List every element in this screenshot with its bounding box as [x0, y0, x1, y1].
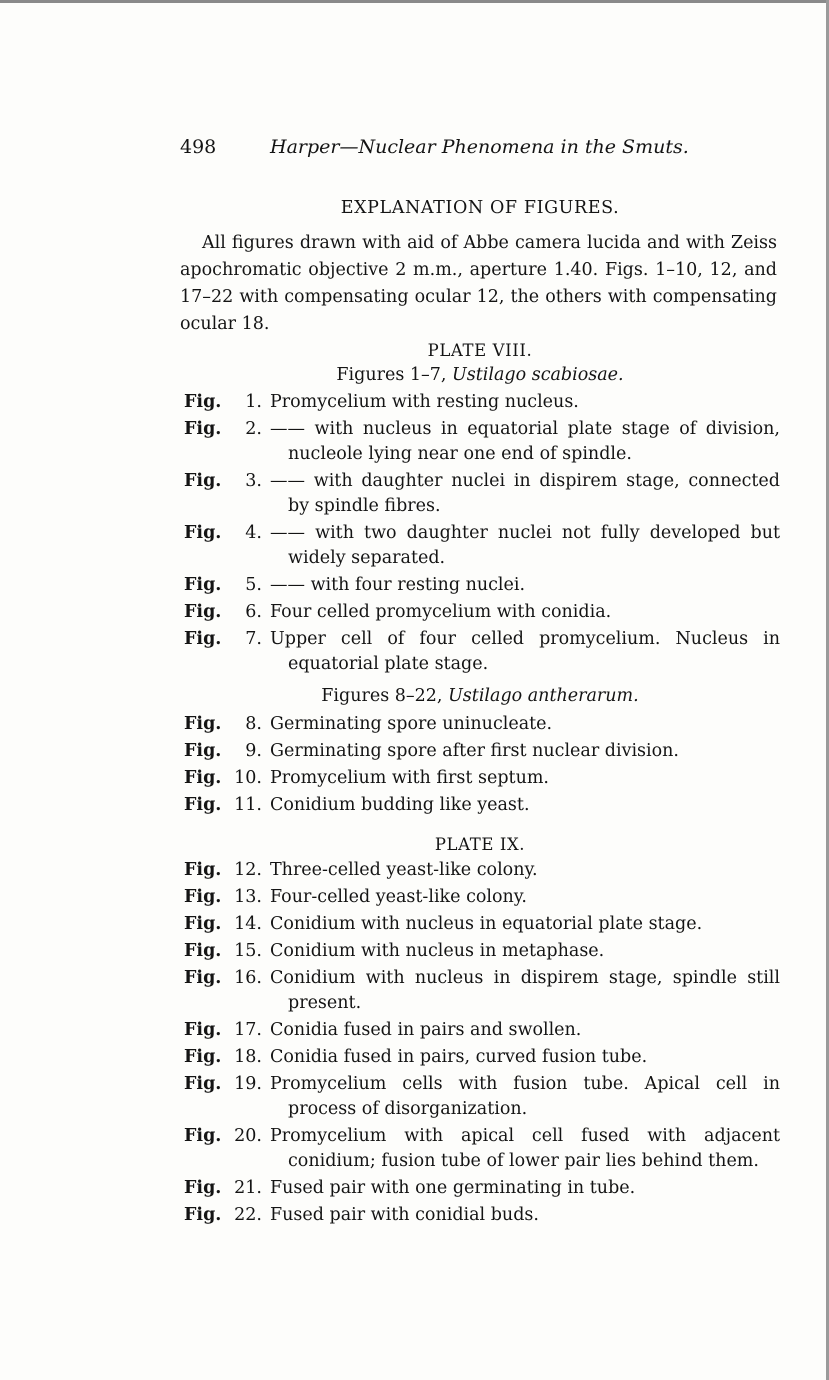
fig-number: 6.: [245, 602, 262, 622]
fig-label: Fig.: [184, 768, 222, 788]
plate-ix-title: PLATE IX.: [434, 835, 526, 854]
list-item: [180, 858, 780, 883]
fig-caption: Conidia fused in pairs and swollen.: [270, 1020, 582, 1040]
running-title: Harper—Nuclear Phenomena in the Smuts.: [270, 136, 689, 158]
fig-caption: Promycelium with apical cell fused with adjacent conidium; fusion tube of lower pair lies behind them.: [270, 1126, 780, 1171]
fig-number: 20.: [234, 1126, 262, 1146]
fig-label: Fig.: [184, 741, 222, 761]
section-title: EXPLANATION OF FIGURES.: [340, 198, 620, 218]
fig-caption: Three-celled yeast-like colony.: [270, 860, 538, 880]
fig-number: 16.: [234, 968, 262, 988]
list-item: [180, 1018, 780, 1043]
page-number: 498: [180, 136, 217, 158]
fig-label: Fig.: [184, 1126, 222, 1146]
fig-number: 2.: [245, 419, 262, 439]
fig-label: Fig.: [184, 941, 222, 961]
fig-number: 1.: [245, 392, 262, 412]
fig-label: Fig.: [184, 419, 222, 439]
fig-caption: Conidium with nucleus in metaphase.: [270, 941, 605, 961]
fig-caption: —— with two daughter nuclei not fully developed but widely separated.: [270, 523, 780, 568]
fig-label: Fig.: [184, 1178, 222, 1198]
fig-caption: Fused pair with conidial buds.: [270, 1205, 539, 1225]
group-2-species: Ustilago antherarum.: [448, 686, 639, 706]
fig-caption: Conidia fused in pairs, curved fusion tube.: [270, 1047, 648, 1067]
fig-label: Fig.: [184, 1020, 222, 1040]
top-edge-rule: [0, 0, 829, 3]
list-item: [180, 627, 780, 677]
list-item: [180, 390, 780, 415]
fig-number: 18.: [234, 1047, 262, 1067]
list-item: [180, 1072, 780, 1122]
fig-number: 17.: [234, 1020, 262, 1040]
fig-label: Fig.: [184, 471, 222, 491]
list-item: [180, 1124, 780, 1174]
fig-number: 9.: [245, 741, 262, 761]
fig-number: 14.: [234, 914, 262, 934]
fig-caption: —— with daughter nuclei in dispirem stage, connected by spindle fibres.: [270, 471, 780, 516]
list-item: [180, 417, 780, 467]
fig-number: 3.: [245, 471, 262, 491]
fig-label: Fig.: [184, 860, 222, 880]
fig-caption: Four celled promycelium with conidia.: [270, 602, 612, 622]
list-item: [180, 793, 780, 818]
fig-number: 5.: [245, 575, 262, 595]
list-item: [180, 766, 780, 791]
fig-label: Fig.: [184, 795, 222, 815]
fig-number: 19.: [234, 1074, 262, 1094]
fig-label: Fig.: [184, 887, 222, 907]
list-item: [180, 912, 780, 937]
list-item: [180, 469, 780, 519]
fig-label: Fig.: [184, 629, 222, 649]
fig-caption: Fused pair with one germinating in tube.: [270, 1178, 636, 1198]
fig-number: 21.: [234, 1178, 262, 1198]
list-item: [180, 1176, 780, 1201]
list-item: [180, 885, 780, 910]
fig-caption: Promycelium with resting nucleus.: [270, 392, 579, 412]
fig-number: 4.: [245, 523, 262, 543]
fig-caption: Upper cell of four celled promycelium. Nucleus in equatorial plate stage.: [270, 629, 780, 674]
fig-number: 12.: [234, 860, 262, 880]
figure-list-b: [180, 712, 780, 820]
fig-caption: —— with four resting nuclei.: [270, 575, 526, 595]
group-2-label: Figures 8–22,: [321, 686, 443, 706]
fig-caption: Promycelium with first septum.: [270, 768, 549, 788]
fig-caption: Conidium budding like yeast.: [270, 795, 530, 815]
fig-caption: Conidium with nucleus in dispirem stage, spindle still present.: [270, 968, 780, 1013]
list-item: [180, 1045, 780, 1070]
fig-label: Fig.: [184, 523, 222, 543]
fig-label: Fig.: [184, 1074, 222, 1094]
group-2-subtitle: [180, 686, 780, 706]
list-item: [180, 739, 780, 764]
plate-viii-title: PLATE VIII.: [427, 341, 533, 360]
fig-label: Fig.: [184, 914, 222, 934]
fig-number: 15.: [234, 941, 262, 961]
fig-label: Fig.: [184, 714, 222, 734]
fig-number: 11.: [234, 795, 262, 815]
fig-label: Fig.: [184, 1047, 222, 1067]
fig-label: Fig.: [184, 968, 222, 988]
fig-caption: —— with nucleus in equatorial plate stage of division, nucleole lying near one end of spindle.: [270, 419, 780, 464]
fig-caption: Conidium with nucleus in equatorial plate stage.: [270, 914, 703, 934]
list-item: [180, 712, 780, 737]
fig-label: Fig.: [184, 602, 222, 622]
intro-paragraph: All figures drawn with aid of Abbe camera lucida and with Zeiss apochromatic objective 2 m.m., aperture 1.40. Figs. 1–10, 12, and 17–22 with compensating ocular 12, the others with compensating ocular 18.: [180, 233, 777, 334]
list-item: [180, 1203, 780, 1228]
fig-caption: Germinating spore after first nuclear division.: [270, 741, 679, 761]
list-item: [180, 573, 780, 598]
fig-number: 22.: [234, 1205, 262, 1225]
group-1-subtitle: [180, 365, 780, 385]
group-1-label: Figures 1–7,: [336, 365, 447, 385]
group-1-species: Ustilago scabiosae.: [452, 365, 624, 385]
fig-number: 8.: [245, 714, 262, 734]
fig-caption: Promycelium cells with fusion tube. Apical cell in process of disorganization.: [270, 1074, 780, 1119]
running-head: [180, 136, 689, 160]
fig-number: 13.: [234, 887, 262, 907]
figure-list-a: [180, 390, 780, 679]
list-item: [180, 966, 780, 1016]
fig-caption: Germinating spore uninucleate.: [270, 714, 553, 734]
fig-number: 7.: [245, 629, 262, 649]
figure-list-c: [180, 858, 780, 1230]
fig-label: Fig.: [184, 1205, 222, 1225]
fig-label: Fig.: [184, 575, 222, 595]
fig-caption: Four-celled yeast-like colony.: [270, 887, 527, 907]
fig-label: Fig.: [184, 392, 222, 412]
list-item: [180, 600, 780, 625]
list-item: [180, 939, 780, 964]
list-item: [180, 521, 780, 571]
fig-number: 10.: [234, 768, 262, 788]
